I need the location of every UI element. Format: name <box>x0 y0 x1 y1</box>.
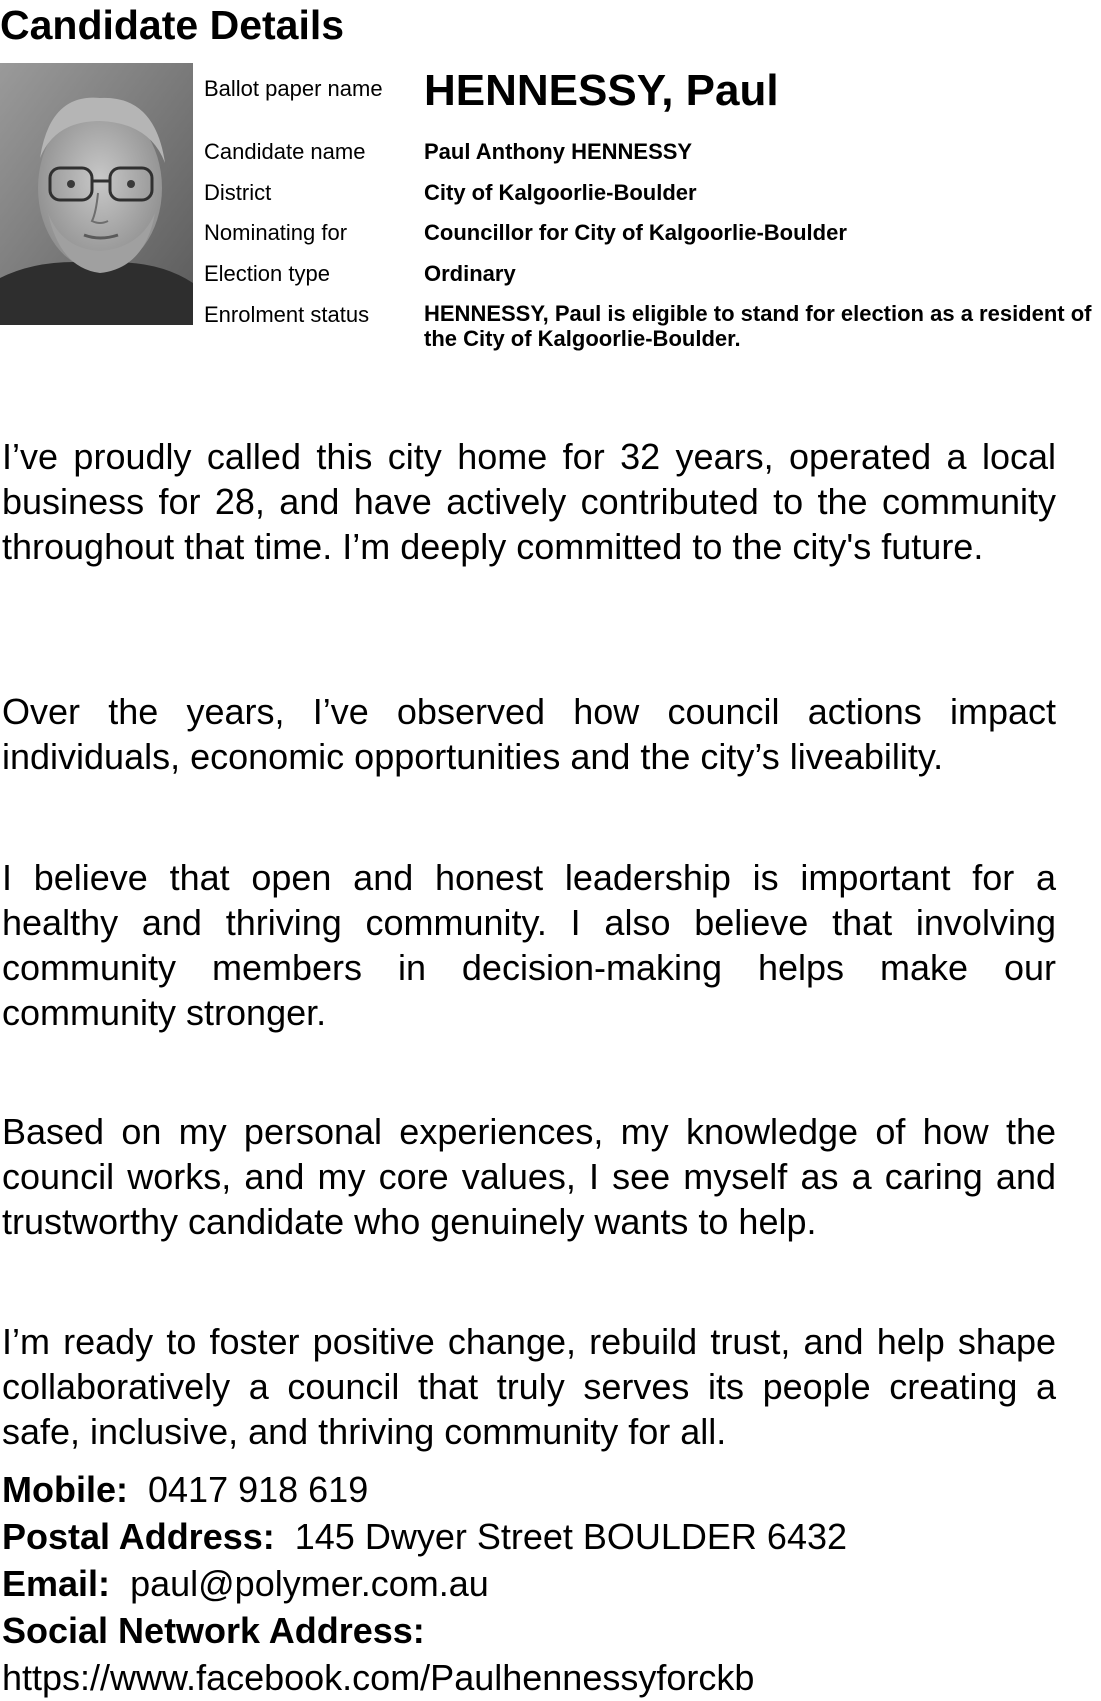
enrolment-status-value: HENNESSY, Paul is eligible to stand for election as a resident of the City of Kalgoorlie-Boulder. <box>424 301 1092 351</box>
mobile-label: Mobile: <box>2 1469 128 1510</box>
ballot-paper-name-label: Ballot paper name <box>204 76 383 101</box>
statement-paragraph: I believe that open and honest leadership is important for a healthy and thriving community. I also believe that involving community members in decision-making helps make our community stronger. <box>2 857 1056 1033</box>
contact-email <box>2 1561 489 1607</box>
district-value: City of Kalgoorlie-Boulder <box>424 180 697 205</box>
candidate-name-label: Candidate name <box>204 139 366 164</box>
page-title: Candidate Details <box>0 2 345 48</box>
postal-address: 145 Dwyer Street BOULDER 6432 <box>294 1516 848 1557</box>
nominating-for-label: Nominating for <box>204 220 348 245</box>
postal-label: Postal Address: <box>2 1516 275 1557</box>
email-address: paul@polymer.com.au <box>130 1563 489 1604</box>
email-label: Email: <box>2 1563 111 1604</box>
nominating-for-value: Councillor for City of Kalgoorlie-Boulder <box>424 220 847 245</box>
contact-postal <box>2 1514 847 1560</box>
mobile-number: 0417 918 619 <box>148 1469 369 1510</box>
district-label: District <box>204 180 272 205</box>
contact-social-label-row <box>2 1608 425 1654</box>
statement-paragraph: I’ve proudly called this city home for 32 years, operated a local business for 28, and have actively contributed to the community throughout that time. I’m deeply committed to the city's future. <box>2 436 1056 567</box>
social-label: Social Network Address: <box>2 1610 425 1651</box>
ballot-paper-name: HENNESSY, Paul <box>424 66 779 115</box>
statement-paragraph: I’m ready to foster positive change, rebuild trust, and help shape collaboratively a council that truly serves its people creating a safe, inclusive, and thriving community for all. <box>2 1321 1056 1452</box>
candidate-photo <box>0 63 193 325</box>
candidate-name: Paul Anthony HENNESSY <box>424 139 693 164</box>
election-type-label: Election type <box>204 261 330 286</box>
enrolment-status-label: Enrolment status <box>204 302 370 327</box>
contact-mobile <box>2 1467 368 1513</box>
statement-paragraph: Based on my personal experiences, my knowledge of how the council works, and my core values, I see myself as a caring and trustworthy candidate who genuinely wants to help. <box>2 1111 1056 1242</box>
statement-paragraph: Over the years, I’ve observed how council actions impact individuals, economic opportunities and the city’s liveability. <box>2 691 1056 777</box>
social-network-link[interactable]: https://www.facebook.com/Paulhennessyforckb <box>2 1657 755 1698</box>
election-type-value: Ordinary <box>424 261 516 286</box>
